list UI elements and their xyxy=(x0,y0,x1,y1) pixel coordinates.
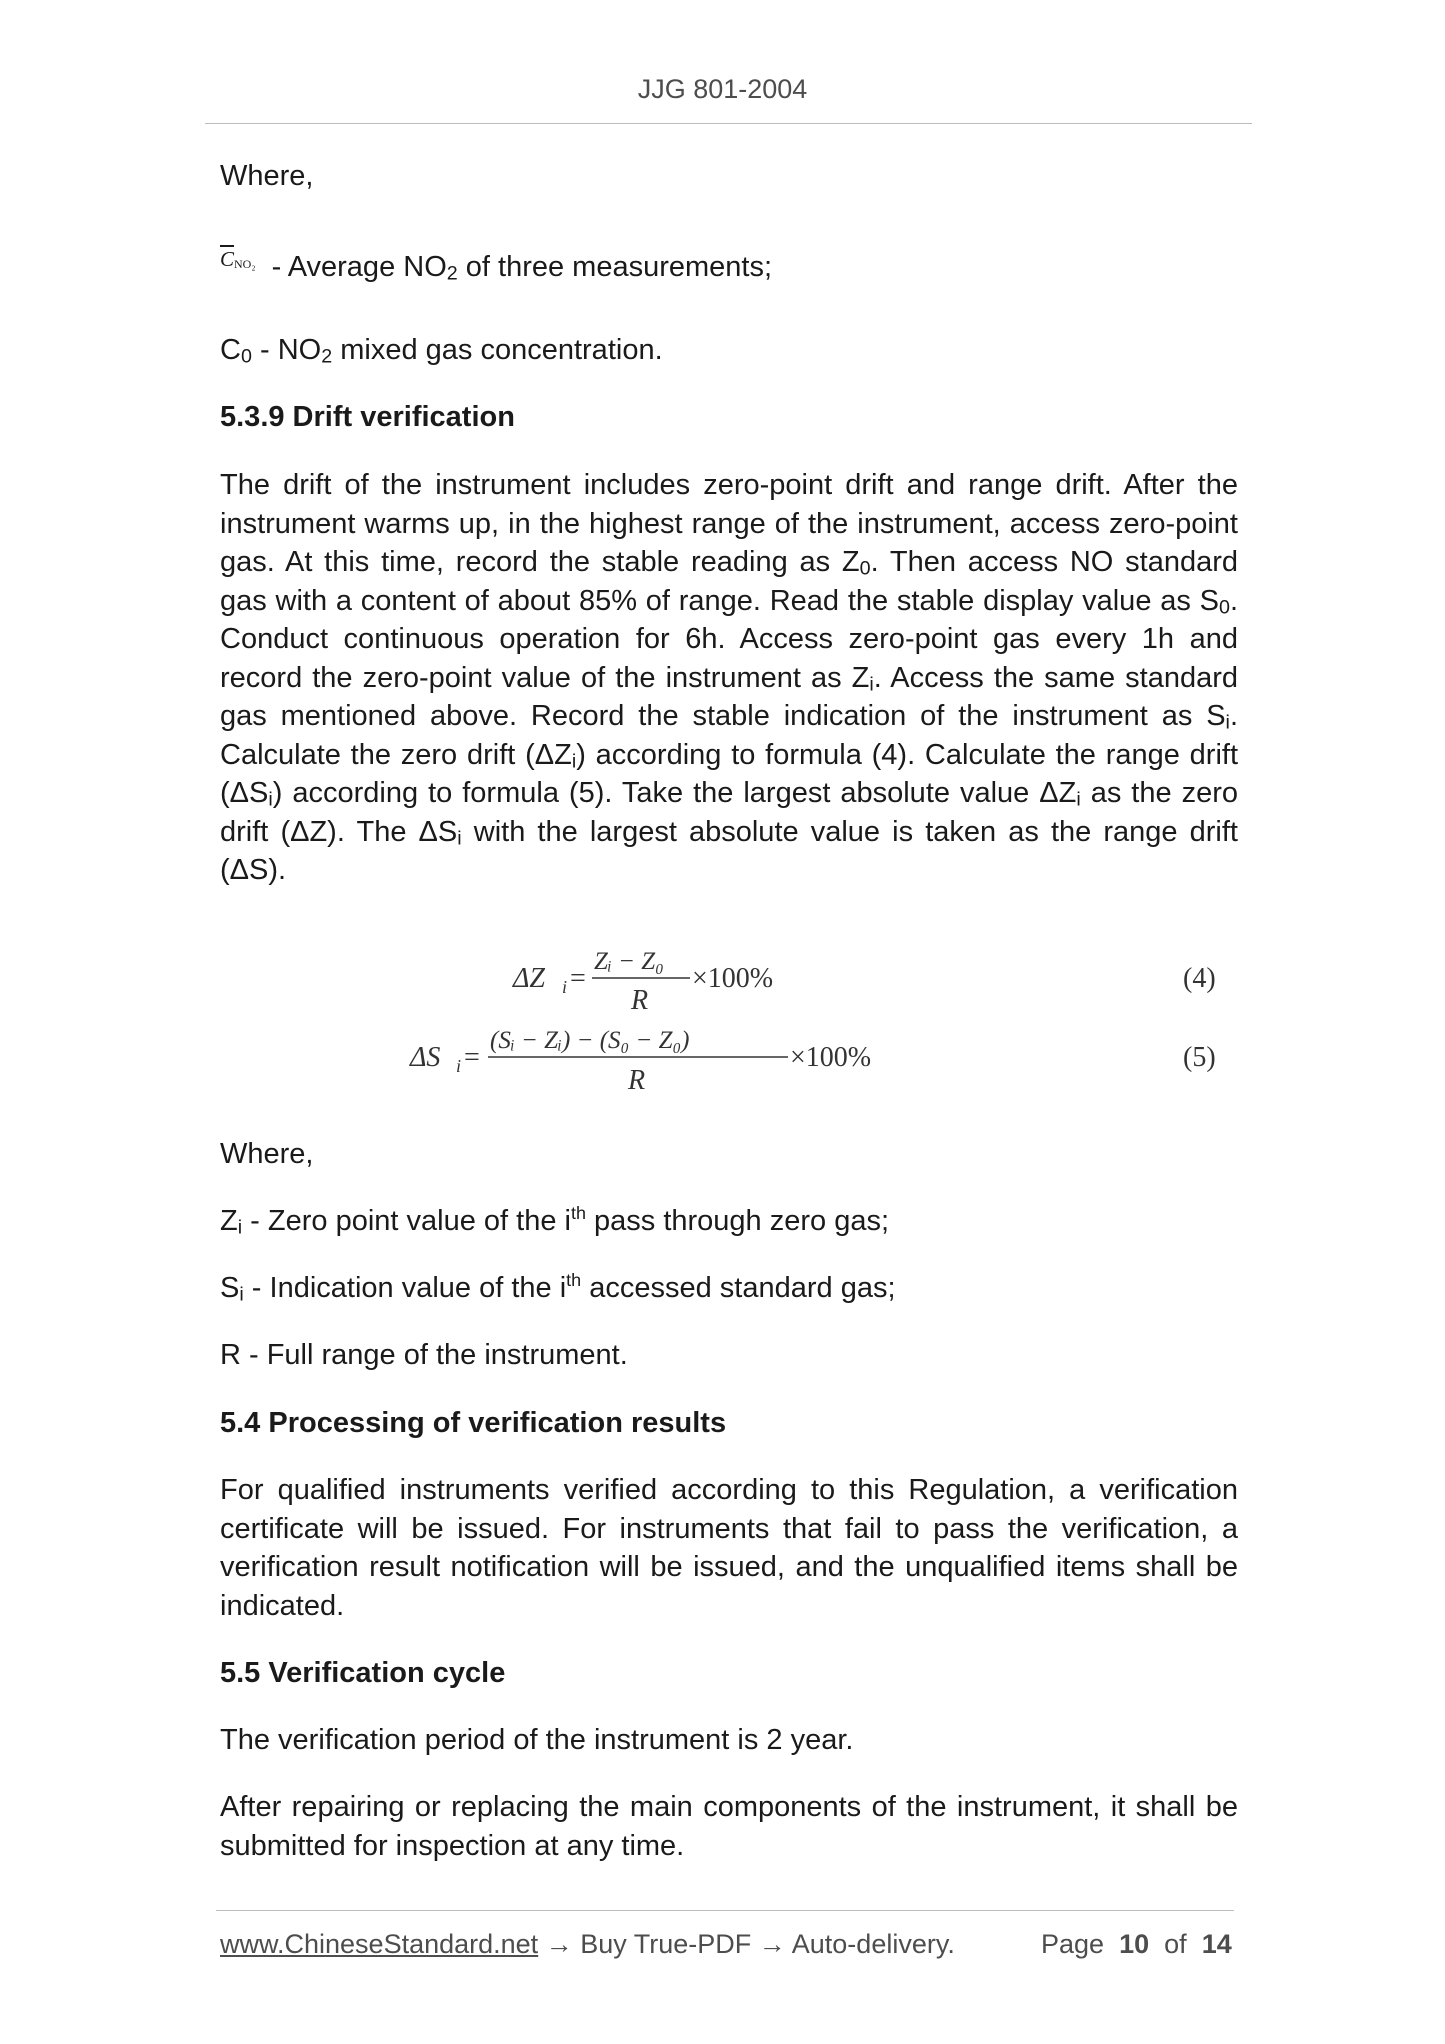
buy-pdf-text: Buy True-PDF xyxy=(580,1929,752,1959)
verification-period-paragraph: The verification period of the instrument is 2 year. xyxy=(220,1724,854,1756)
where-label-1: Where, xyxy=(220,160,314,192)
section-heading-5-5: 5.5 Verification cycle xyxy=(220,1657,506,1689)
section-heading-5-4: 5.4 Processing of verification results xyxy=(220,1407,727,1439)
formula-5-lhs: ΔS xyxy=(410,1042,441,1073)
formula-4-tail: ×100% xyxy=(692,963,774,994)
formula-5-numerator: (Sᵢ − Zᵢ) − (S₀ − Z₀) xyxy=(490,1027,690,1054)
arrow-icon: → xyxy=(751,1929,792,1959)
formula-4-lhs: ΔZ xyxy=(513,963,546,994)
header-divider xyxy=(205,123,1252,124)
repair-inspection-paragraph: After repairing or replacing the main components of the instrument, it shall be submitted for inspection at any time. xyxy=(220,1791,1238,1862)
definition-si: $S_i$ - Indication value of the $i^{th}$ accessed standard gas; xyxy=(220,1269,896,1306)
footer-promo xyxy=(220,1929,955,1960)
drift-verification-paragraph: The drift of the instrument includes zero-point drift and range drift. After the instrument warms up, in the highest range of the instrument, access zero-point gas. At this time, record the stable reading as $Z_0$. Then access NO standard gas with a content of about 85% of range. Read the stable display value as $S_0$. Conduct continuous operation for 6h. Access zero-point gas every 1h and record the zero-point value of the instrument as $Z_i$. Access the same standard gas mentioned above. Record the stable indication of the instrument as $S_i$. Calculate the zero drift $(\Delta Z_i)$ according to formula (4). Calculate the range drift $(\Delta S_i)$ according to formula (5). Take the largest absolute value $\Delta Z_i$ as the zero drift (ΔZ). The $\Delta S_i$ with the largest absolute value is taken as the range drift (ΔS). xyxy=(220,469,1238,886)
formula-4-denominator: R xyxy=(631,985,649,1016)
formula-5 xyxy=(409,1027,1216,1096)
drift-formulas xyxy=(0,930,1445,1100)
formula-5-eq: = xyxy=(464,1042,480,1073)
formula-5-lhs-sub: i xyxy=(456,1056,462,1076)
formula-4-numerator: Zᵢ − Z₀ xyxy=(594,948,664,975)
page-header-code: JJG 801-2004 xyxy=(637,74,808,104)
arrow-icon: → xyxy=(538,1929,581,1959)
definition-r: R - Full range of the instrument. xyxy=(220,1339,628,1371)
formula-5-tail: ×100% xyxy=(790,1042,872,1073)
definition-avg-no2: $^{\overline{C}_{NO_2}}$ - Average $NO_2$ of three measurements; xyxy=(220,247,773,285)
formula-4-lhs-sub: i xyxy=(562,977,568,997)
formula-5-label: (5) xyxy=(1183,1042,1216,1073)
formula-4-eq: = xyxy=(570,963,586,994)
definition-c0: $C_0 - NO_2$ mixed gas concentration. xyxy=(220,334,663,368)
section-heading-5-3-9: 5.3.9 Drift verification xyxy=(220,401,515,433)
c-bar-no2-symbol: CNO₂ xyxy=(220,247,256,272)
formula-4 xyxy=(512,948,1216,1016)
website-link[interactable]: www.ChineseStandard.net xyxy=(220,1929,539,1959)
definition-zi: $Z_i$ - Zero point value of the $i^{th}$ pass through zero gas; xyxy=(220,1202,890,1239)
processing-results-paragraph: For qualified instruments verified according to this Regulation, a verification certificate will be issued. For instruments that fail to pass the verification, a verification result notification will be issued, and the unqualified items shall be indicated. xyxy=(220,1474,1238,1622)
auto-delivery-text: Auto-delivery. xyxy=(791,1929,955,1959)
footer-divider xyxy=(216,1910,1234,1911)
where-label-2: Where, xyxy=(220,1138,314,1170)
page-number: Page 10 of 14 xyxy=(1041,1929,1232,1959)
formula-4-label: (4) xyxy=(1183,963,1216,994)
formula-5-denominator: R xyxy=(628,1065,646,1096)
